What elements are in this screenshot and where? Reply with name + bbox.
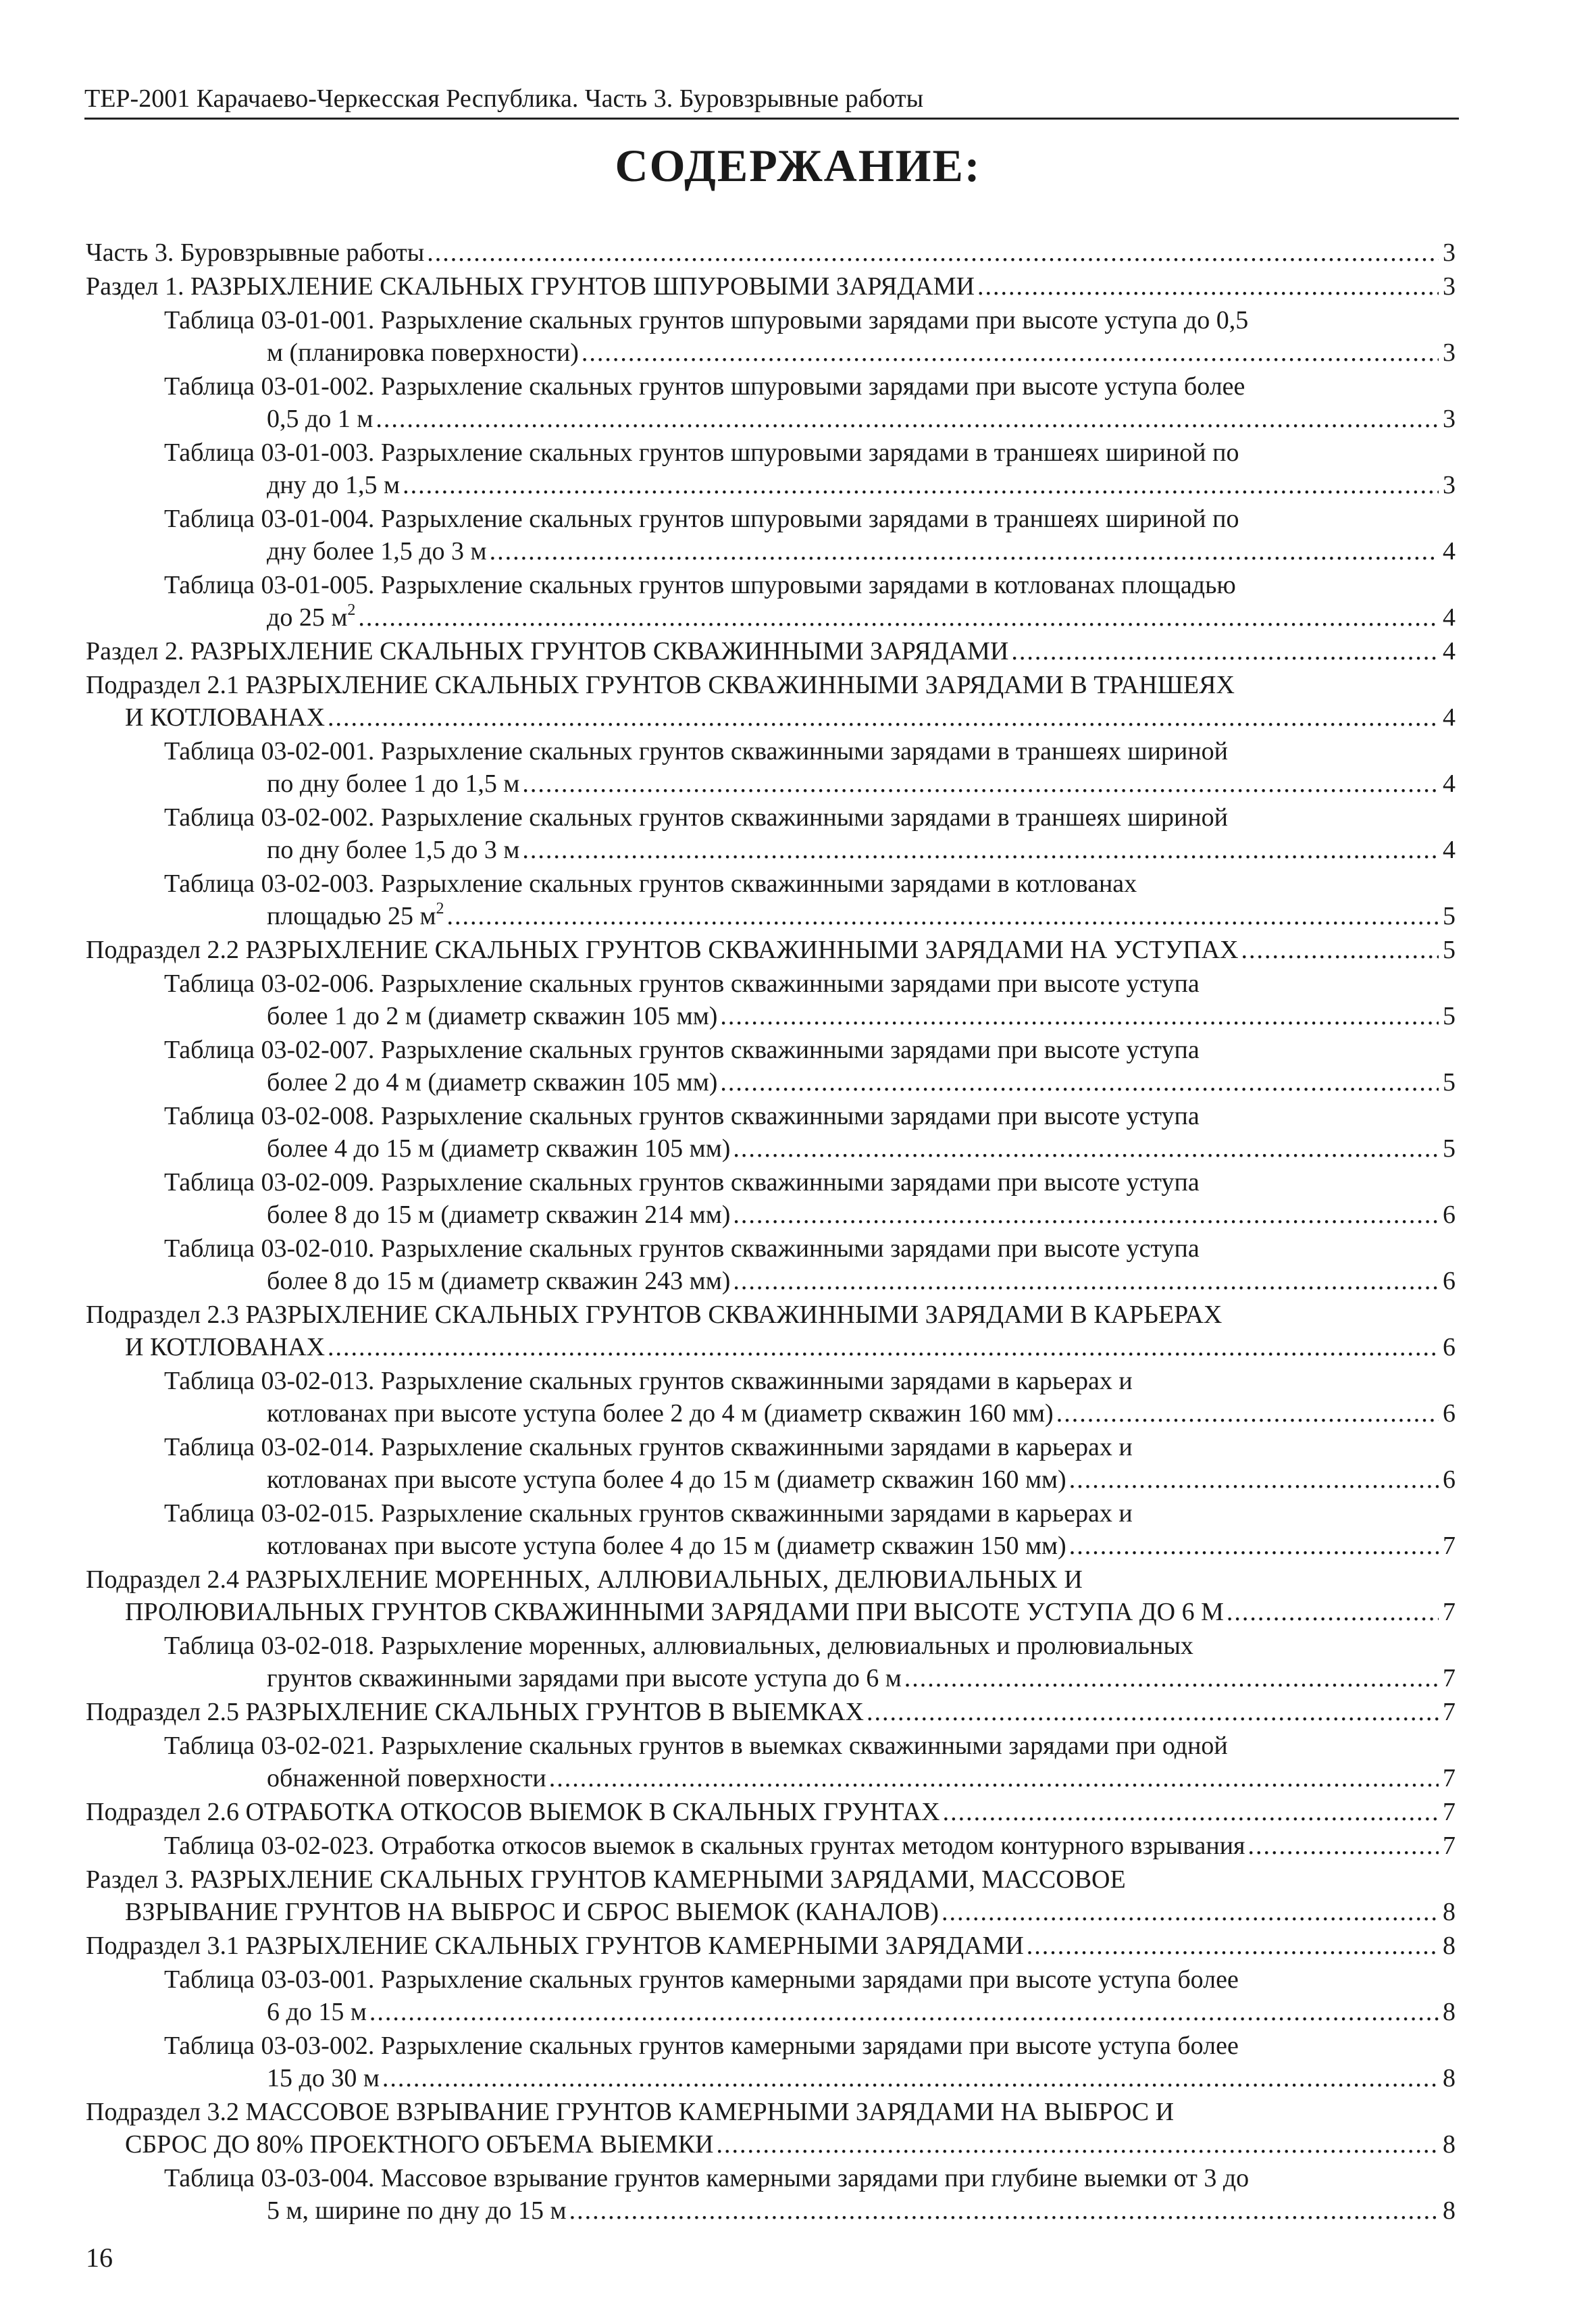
toc-entry-text: дну более 1,5 до 3 м [267,537,487,565]
toc-entry-text: Подраздел 3.1 РАЗРЫХЛЕНИЕ СКАЛЬНЫХ ГРУНТОВ КАМЕРНЫМИ ЗАРЯДАМИ [86,1932,1024,1960]
toc-entry-title: Таблица 03-02-002. Разрыхление скальных грунтов скважинными зарядами в траншеях шириной [164,803,1228,832]
toc-entry-title-continuation [267,1000,717,1032]
toc-entry-title [86,236,424,269]
toc-entry-title [86,1796,940,1828]
toc-entry[interactable] [86,1100,1456,1165]
dot-leader [569,2194,1439,2227]
dot-leader [733,1265,1439,1297]
toc-entry-title: Таблица 03-03-001. Разрыхление скальных грунтов камерными зарядами при высоте уступа более [164,1965,1239,1994]
toc-entry-title-continuation [267,834,519,866]
toc-entry[interactable] [86,2162,1456,2227]
toc-entry[interactable] [86,1431,1456,1496]
dot-leader [733,1132,1439,1165]
toc-entry-title: Таблица 03-01-003. Разрыхление скальных грунтов шпуровыми зарядами в траншеях шириной по [164,438,1239,467]
toc-entry[interactable] [86,236,1456,269]
toc-entry[interactable] [86,436,1456,501]
toc-entry-title: Таблица 03-02-001. Разрыхление скальных грунтов скважинными зарядами в траншеях шириной [164,737,1228,765]
toc-page-number: 3 [1443,238,1456,267]
toc-entry-title-continuation [267,469,400,501]
toc-page-number: 8 [1443,1998,1456,2026]
dot-leader [522,768,1439,800]
toc-entry-text: СБРОС ДО 80% ПРОЕКТНОГО ОБЪЕМА ВЫЕМКИ [125,2130,714,2159]
toc-entry-title [86,270,975,303]
toc-entry-text: Подраздел 2.5 РАЗРЫХЛЕНИЕ СКАЛЬНЫХ ГРУНТОВ В ВЫЕМКАХ [86,1698,864,1726]
toc-entry-title: Таблица 03-02-010. Разрыхление скальных грунтов скважинными зарядами при высоте уступа [164,1234,1200,1263]
toc-page-number: 6 [1443,1201,1456,1229]
toc-entry-text: более 2 до 4 м (диаметр скважин 105 мм) [267,1068,718,1097]
toc-entry[interactable] [86,1365,1456,1430]
dot-leader [1056,1397,1439,1430]
toc-page-number: 4 [1443,537,1456,565]
toc-page-number: 4 [1443,703,1456,732]
toc-entry[interactable] [86,669,1456,734]
toc-entry-text: ПРОЛЮВИАЛЬНЫХ ГРУНТОВ СКВАЖИННЫМИ ЗАРЯДАМИ ПРИ ВЫСОТЕ УСТУПА ДО 6 М [125,1598,1224,1626]
dot-leader [867,1696,1439,1728]
toc-entry-text: котлованах при высоте уступа более 4 до 15 м (диаметр скважин 160 мм) [267,1465,1066,1494]
toc-page-number: 4 [1443,603,1456,632]
dot-leader [1241,934,1439,966]
toc-entry-text: Подраздел 2.6 ОТРАБОТКА ОТКОСОВ ВЫЕМОК В СКАЛЬНЫХ ГРУНТАХ [86,1798,940,1826]
toc-entry-title-continuation [267,1463,1066,1496]
dot-leader [382,2062,1439,2094]
toc-entry-title: Подраздел 2.1 РАЗРЫХЛЕНИЕ СКАЛЬНЫХ ГРУНТОВ СКВАЖИННЫМИ ЗАРЯДАМИ В ТРАНШЕЯХ [86,671,1235,699]
dot-leader [720,1000,1439,1032]
toc-entry-title-continuation [267,2062,380,2094]
dot-leader [328,1331,1439,1363]
toc-page-number: 5 [1443,902,1456,930]
toc-entry-text: обнаженной поверхности [267,1764,546,1792]
toc-page-number: 6 [1443,1399,1456,1428]
dot-leader [403,469,1439,501]
toc-entry[interactable] [86,2096,1456,2161]
toc-entry-title-continuation [125,1331,325,1363]
toc-entry[interactable] [86,370,1456,435]
toc-entry[interactable] [86,1232,1456,1297]
dot-leader [427,236,1439,269]
toc-entry-text: И КОТЛОВАНАХ [125,703,326,732]
toc-entry[interactable] [86,1166,1456,1231]
dot-leader [490,535,1439,568]
toc-entry-text: котлованах при высоте уступа более 4 до 15 м (диаметр скважин 150 мм) [267,1532,1066,1560]
toc-entry-title-continuation [267,1762,546,1794]
toc-entry[interactable] [86,270,1456,303]
dot-leader [358,601,1439,634]
toc-entry-title: Таблица 03-03-002. Разрыхление скальных грунтов камерными зарядами при высоте уступа более [164,2032,1239,2060]
toc-entry[interactable] [86,1830,1456,1862]
toc-entry[interactable] [86,635,1456,668]
dot-leader [1227,1596,1439,1628]
toc-entry-text: 15 до 30 м [267,2064,380,2092]
toc-entry-text: Подраздел 2.2 РАЗРЫХЛЕНИЕ СКАЛЬНЫХ ГРУНТОВ СКВАЖИННЫМИ ЗАРЯДАМИ НА УСТУПАХ [86,936,1239,964]
toc-entry-title [164,1830,1245,1862]
dot-leader [1011,635,1439,668]
toc-entry-title-continuation [267,601,355,634]
toc-entry[interactable] [86,967,1456,1032]
toc-entry-text: м (планировка поверхности) [267,338,579,367]
dot-leader [1248,1830,1439,1862]
toc-entry-title-continuation [267,2194,567,2227]
toc-page-number: 7 [1443,1764,1456,1792]
toc-entry[interactable] [86,304,1456,369]
toc-entry-text: 6 до 15 м [267,1998,367,2026]
toc-entry-title: Таблица 03-02-014. Разрыхление скальных грунтов скважинными зарядами в карьерах и [164,1433,1133,1461]
toc-page-number: 6 [1443,1333,1456,1361]
toc-entry-title: Подраздел 2.3 РАЗРЫХЛЕНИЕ СКАЛЬНЫХ ГРУНТОВ СКВАЖИННЫМИ ЗАРЯДАМИ В КАРЬЕРАХ [86,1301,1222,1329]
toc-page-number: 8 [1443,2064,1456,2092]
toc-entry[interactable] [86,1730,1456,1794]
toc-entry-text: площадью 25 м [267,902,436,930]
toc-entry-title: Таблица 03-01-004. Разрыхление скальных грунтов шпуровыми зарядами в траншеях шириной по [164,505,1239,533]
toc-entry-text: Раздел 2. РАЗРЫХЛЕНИЕ СКАЛЬНЫХ ГРУНТОВ СКВАЖИННЫМИ ЗАРЯДАМИ [86,637,1009,665]
toc-entry-text: более 1 до 2 м (диаметр скважин 105 мм) [267,1002,718,1030]
toc-entry-title: Таблица 03-02-003. Разрыхление скальных грунтов скважинными зарядами в котлованах [164,870,1137,898]
toc-entry-text: до 25 м [267,603,348,632]
dot-leader [582,336,1439,369]
toc-page-number: 8 [1443,1898,1456,1926]
toc-entry-title: Таблица 03-02-007. Разрыхление скальных грунтов скважинными зарядами при высоте уступа [164,1036,1200,1064]
dot-leader [369,1996,1439,2028]
dot-leader [549,1762,1439,1794]
toc-entry-title: Таблица 03-02-013. Разрыхление скальных грунтов скважинными зарядами в карьерах и [164,1367,1133,1395]
toc-entry-title: Таблица 03-02-008. Разрыхление скальных грунтов скважинными зарядами при высоте уступа [164,1102,1200,1130]
toc-entry-title-continuation [267,768,519,800]
toc-entry-text: ВЗРЫВАНИЕ ГРУНТОВ НА ВЫБРОС И СБРОС ВЫЕМОК (КАНАЛОВ) [125,1898,939,1926]
toc-entry-title-continuation [267,403,373,435]
toc-entry-title: Таблица 03-02-009. Разрыхление скальных грунтов скважинными зарядами при высоте уступа [164,1168,1200,1197]
toc-page-number: 8 [1443,2196,1456,2225]
toc-entry-title-continuation [267,1132,730,1165]
toc-entry[interactable] [86,934,1456,966]
toc-entry[interactable] [86,867,1456,932]
toc-entry-title-continuation [267,1662,902,1694]
toc-page-number: 7 [1443,1798,1456,1826]
toc-page-number: 3 [1443,405,1456,433]
toc-entry-text: Таблица 03-02-023. Отработка откосов выемок в скальных грунтах методом контурного взрывания [164,1832,1245,1860]
toc-entry-title [86,1930,1024,1962]
toc-entry-title-continuation [125,701,325,734]
toc-entry-title-continuation [267,1530,1066,1562]
toc-entry-title-continuation [125,1596,1224,1628]
dot-leader [977,270,1439,303]
dot-leader [943,1796,1439,1828]
toc-entry-title: Таблица 03-01-002. Разрыхление скальных грунтов шпуровыми зарядами при высоте уступа более [164,372,1245,401]
page-number: 16 [86,2242,113,2273]
toc-entry-title [86,635,1008,668]
toc-page-number: 4 [1443,637,1456,665]
toc-entry-title-continuation [267,1397,1054,1430]
toc-entry[interactable] [86,735,1456,800]
toc-entry[interactable] [86,1796,1456,1828]
dot-leader [720,1066,1439,1099]
toc-entry-text: 5 м, ширине по дну до 15 м [267,2196,567,2225]
dot-leader [522,834,1439,866]
page-title: СОДЕРЖАНИЕ: [615,140,981,191]
toc-page-number: 3 [1443,272,1456,301]
toc-entry[interactable] [86,1630,1456,1694]
toc-entry[interactable] [86,1930,1456,1962]
toc-entry-text: более 8 до 15 м (диаметр скважин 214 мм) [267,1201,731,1229]
toc-entry[interactable] [86,2030,1456,2094]
toc-entry-text: по дну более 1,5 до 3 м [267,836,520,864]
toc-page-number: 7 [1443,1698,1456,1726]
toc-entry-title-continuation [267,1996,367,2028]
toc-entry[interactable] [86,1563,1456,1628]
toc-entry[interactable] [86,1497,1456,1562]
toc-entry-title: Подраздел 2.4 РАЗРЫХЛЕНИЕ МОРЕННЫХ, АЛЛЮВИАЛЬНЫХ, ДЕЛЮВИАЛЬНЫХ И [86,1565,1083,1594]
dot-leader [1069,1463,1439,1496]
dot-leader [717,2128,1439,2161]
dot-leader [733,1199,1439,1231]
toc-page-number: 8 [1443,1932,1456,1960]
toc-entry-title-continuation [267,1265,730,1297]
dot-leader [447,900,1439,932]
toc-page-number: 7 [1443,1664,1456,1692]
toc-entry-title: Подраздел 3.2 МАССОВОЕ ВЗРЫВАНИЕ ГРУНТОВ КАМЕРНЫМИ ЗАРЯДАМИ НА ВЫБРОС И [86,2098,1175,2126]
dot-leader [904,1662,1439,1694]
dot-leader [1027,1930,1439,1962]
toc-page-number: 3 [1443,471,1456,499]
superscript: 2 [436,900,444,918]
toc-entry-text: более 4 до 15 м (диаметр скважин 105 мм) [267,1134,731,1163]
dot-leader [376,403,1439,435]
toc-entry[interactable] [86,1299,1456,1363]
toc-page-number: 7 [1443,1532,1456,1560]
toc-entry-text: дну до 1,5 м [267,471,401,499]
toc-entry-title-continuation [267,1199,730,1231]
toc-entry-title-continuation [267,535,487,568]
toc-page-number: 3 [1443,338,1456,367]
header-rule [84,118,1459,120]
toc-entry-title: Раздел 3. РАЗРЫХЛЕНИЕ СКАЛЬНЫХ ГРУНТОВ КАМЕРНЫМИ ЗАРЯДАМИ, МАССОВОЕ [86,1865,1126,1894]
toc-entry-title [86,934,1238,966]
toc-entry-title [86,1696,864,1728]
toc-entry-text: котлованах при высоте уступа более 2 до 4 м (диаметр скважин 160 мм) [267,1399,1054,1428]
toc-entry-text: И КОТЛОВАНАХ [125,1333,326,1361]
toc-page-number: 5 [1443,1134,1456,1163]
toc-page-number: 6 [1443,1465,1456,1494]
dot-leader [942,1896,1439,1928]
toc-entry-title: Таблица 03-02-015. Разрыхление скальных грунтов скважинными зарядами в карьерах и [164,1499,1133,1528]
toc-entry-title: Таблица 03-01-001. Разрыхление скальных грунтов шпуровыми зарядами при высоте уступа до 0,5 [164,306,1249,334]
toc-entry-title: Таблица 03-02-006. Разрыхление скальных грунтов скважинными зарядами при высоте уступа [164,970,1200,998]
toc-entry-text: 0,5 до 1 м [267,405,374,433]
toc-entry-title: Таблица 03-03-004. Массовое взрывание грунтов камерными зарядами при глубине выемки от 3 до [164,2164,1250,2192]
dot-leader [328,701,1439,734]
toc-page-number: 8 [1443,2130,1456,2159]
toc-page-number: 5 [1443,1002,1456,1030]
toc-entry-text: грунтов скважинными зарядами при высоте уступа до 6 м [267,1664,902,1692]
toc-page-number: 7 [1443,1598,1456,1626]
dot-leader [1069,1530,1439,1562]
toc-page-number: 4 [1443,836,1456,864]
toc-entry-text: Часть 3. Буровзрывные работы [86,238,425,267]
toc-entry-title-continuation [125,1896,939,1928]
toc-page-number: 5 [1443,936,1456,964]
toc-page-number: 7 [1443,1832,1456,1860]
toc-entry-title-continuation [267,1066,717,1099]
toc-entry-text: более 8 до 15 м (диаметр скважин 243 мм) [267,1267,731,1295]
toc-entry[interactable] [86,801,1456,866]
toc-entry[interactable] [86,1963,1456,2028]
toc-entry-title: Таблица 03-02-021. Разрыхление скальных грунтов в выемках скважинными зарядами при одной [164,1732,1228,1760]
toc-entry-title-continuation [267,900,444,932]
toc-entry-title-continuation [125,2128,714,2161]
toc-entry-title-continuation [267,336,579,369]
toc-page-number: 5 [1443,1068,1456,1097]
toc-page-number: 6 [1443,1267,1456,1295]
toc-entry[interactable] [86,1696,1456,1728]
superscript: 2 [347,601,356,620]
toc-page-number: 4 [1443,770,1456,798]
toc-entry[interactable] [86,569,1456,634]
running-header: ТЕР-2001 Карачаево-Черкесская Республика. Часть 3. Буровзрывные работы [84,84,924,113]
toc-entry-text: по дну более 1 до 1,5 м [267,770,520,798]
toc-entry-title: Таблица 03-02-018. Разрыхление моренных, аллювиальных, делювиальных и пролювиальных [164,1632,1193,1660]
toc-entry-title: Таблица 03-01-005. Разрыхление скальных грунтов шпуровыми зарядами в котлованах площадью [164,571,1236,599]
table-of-contents [86,236,1456,2227]
toc-entry[interactable] [86,503,1456,568]
toc-entry[interactable] [86,1863,1456,1928]
toc-entry[interactable] [86,1034,1456,1099]
toc-entry-text: Раздел 1. РАЗРЫХЛЕНИЕ СКАЛЬНЫХ ГРУНТОВ ШПУРОВЫМИ ЗАРЯДАМИ [86,272,975,301]
